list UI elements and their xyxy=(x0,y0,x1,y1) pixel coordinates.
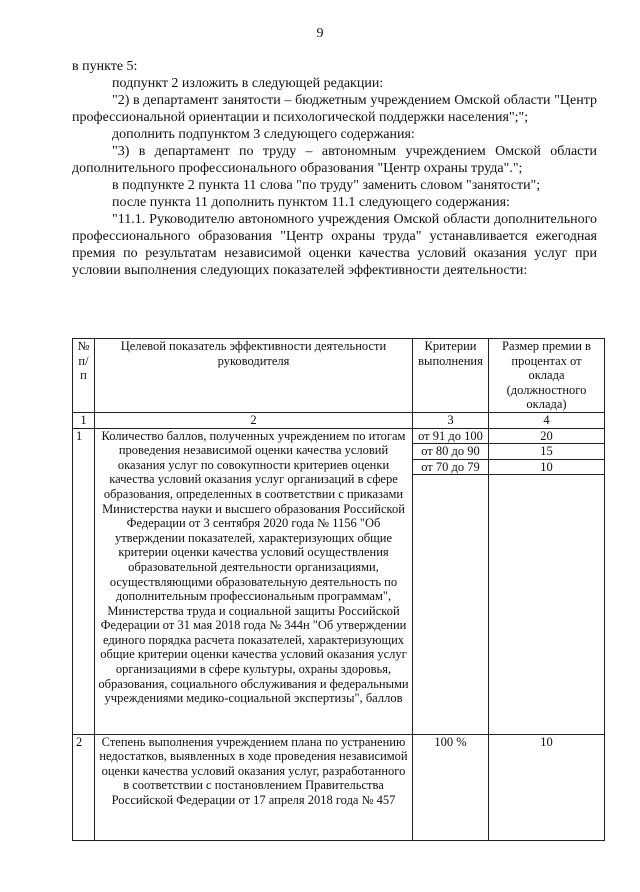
row2-indicator: Степень выполнения учреждением плана по устранению недостатков, выявленных в ходе проведения независимой оценки качества условий оказания услуг, разработанного в соответствии с постановлением Правительства Российской Федерации от 17 апреля 2018 года № 457 xyxy=(95,734,413,840)
row1-bonus-2: 15 xyxy=(489,444,604,460)
row2-criteria: 100 % xyxy=(413,734,489,840)
paragraph-subpoint-3-text: "3) в департамент по труду – автономным учреждением Омской области дополнительного профессионального образования "Центр охраны труда"."; xyxy=(72,144,597,176)
header-bonus: Размер премии в процентах от оклада (должностного оклада) xyxy=(489,339,605,413)
row1-bonus-1: 20 xyxy=(489,429,604,445)
row1-criteria-2: от 80 до 90 xyxy=(413,444,488,460)
col-number-4: 4 xyxy=(489,412,605,428)
table-row xyxy=(73,428,605,734)
row1-num: 1 xyxy=(73,428,95,734)
row1-criteria-1: от 91 до 100 xyxy=(413,429,488,445)
header-num: № п/п xyxy=(73,339,95,413)
body-text xyxy=(72,58,597,279)
row1-bonus-3: 10 xyxy=(489,460,604,476)
paragraph-subpoint-2-text: "2) в департамент занятости – бюджетным учреждением Омской области "Центр профессиональной ориентации и психологической поддержки населения";"; xyxy=(72,93,597,125)
table-column-numbers-row xyxy=(73,412,605,428)
paragraph-replace-words: в подпункте 2 пункта 11 слова "по труду" заменить словом "занятости"; xyxy=(112,178,541,193)
paragraph-add-point-11-1: после пункта 11 дополнить пунктом 11.1 следующего содержания: xyxy=(112,195,510,210)
header-criteria: Критерии выполнения xyxy=(413,339,489,413)
header-indicator: Целевой показатель эффективности деятельности руководителя xyxy=(95,339,413,413)
row1-criteria-cell xyxy=(413,428,489,734)
row2-num: 2 xyxy=(73,734,95,840)
page-number: 9 xyxy=(316,26,324,41)
table-header-row xyxy=(73,339,605,413)
paragraph-item-5: в пункте 5: xyxy=(72,59,138,74)
col-number-2: 2 xyxy=(95,412,413,428)
paragraph-subpoint-2-edit: подпункт 2 изложить в следующей редакции: xyxy=(112,76,384,91)
col-number-1: 1 xyxy=(73,412,95,428)
col-number-3: 3 xyxy=(413,412,489,428)
table-row xyxy=(73,734,605,840)
paragraph-point-11-1-text: "11.1. Руководителю автономного учреждения Омской области дополнительного профессионального образования "Центр охраны труда" устанавливается ежегодная премия по результатам независимой оценки качества условий оказания услуг при условии выполнения следующих показателей эффективности деятельности: xyxy=(72,212,597,278)
kpi-table xyxy=(72,338,605,841)
row2-bonus: 10 xyxy=(489,734,605,840)
row1-bonus-cell xyxy=(489,428,605,734)
paragraph-add-subpoint-3: дополнить подпунктом 3 следующего содержания: xyxy=(112,127,415,142)
row1-indicator: Количество баллов, полученных учреждением по итогам проведения независимой оценки качества условий оказания услуг по совокупности критериев оценки качества условий оказания услуг организаций в сфере образования, определенных в соответствии с приказами Министерства науки и высшего образования Российской Федерации от 3 сентября 2020 года № 1156 "Об утверждении показателей, характеризующих общие критерии оценки качества условий осуществления образовательной деятельности организациями, осуществляющими образовательную деятельность по дополнительным профессиональным программам", Министерства труда и социальной защиты Российской Федерации от 31 мая 2018 года № 344н "Об утверждении единого порядка расчета показателей, характеризующих общие критерии оценки качества условий оказания услуг организациями в сфере культуры, охраны здоровья, образования, социального обслуживания и федеральными учреждениями медико-социальной экспертизы", баллов xyxy=(95,428,413,734)
row1-criteria-3: от 70 до 79 xyxy=(413,460,488,476)
